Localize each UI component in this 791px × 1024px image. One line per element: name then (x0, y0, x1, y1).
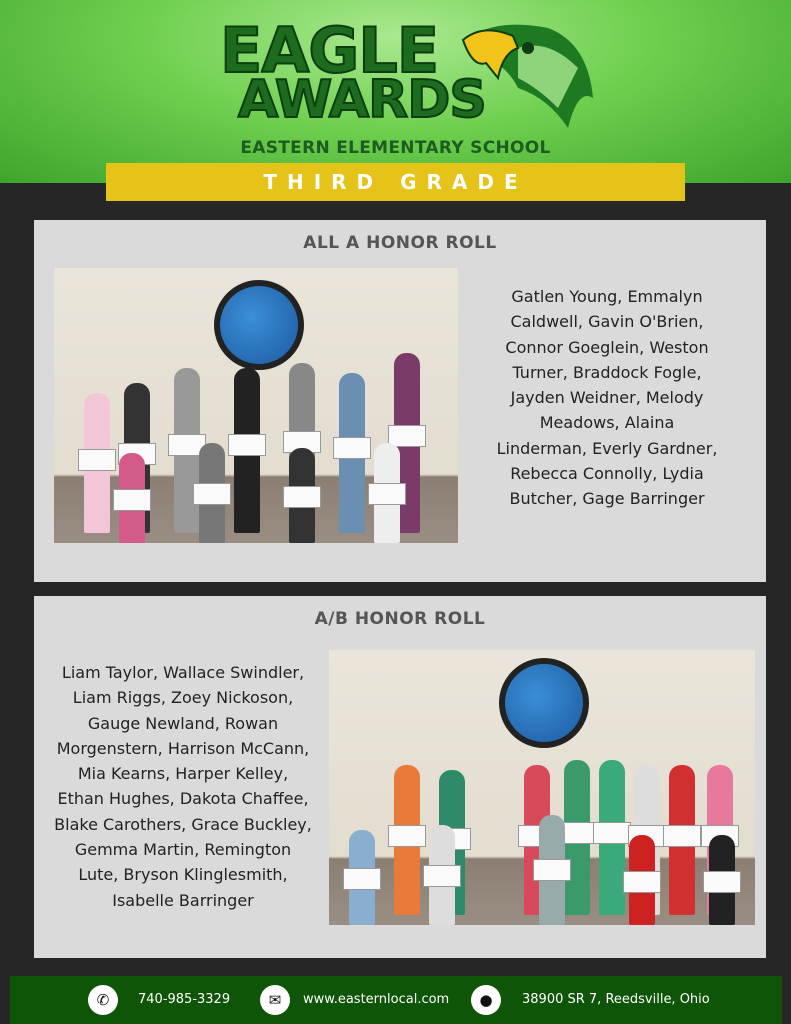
eagle-awards-logo (220, 14, 600, 139)
phone-number: 740-985-3329 (138, 992, 231, 1007)
section-title: ALL A HONOR ROLL (303, 233, 497, 253)
location-pin-icon: ● (471, 985, 501, 1015)
honor-roll-names: Liam Taylor, Wallace Swindler, Liam Riggs, Zoey Nickoson, Gauge Newland, Rowan Morgenstern, Harrison McCann, Mia Kearns, Harper Kelley, Ethan Hughes, Dakota Chaffee, Blake Carothers, Grace Buckley, Gemma Martin, Remington Lute, Bryson Klinglesmith, Isabelle Barringer (54, 663, 312, 910)
logo-line-2: AWARDS (238, 70, 486, 130)
all-a-group-photo (54, 268, 458, 543)
phone-icon: ✆ (88, 985, 118, 1015)
ab-honor-roll-section (34, 596, 766, 958)
website-link[interactable]: www.easternlocal.com (303, 992, 450, 1007)
eagle-head-icon (458, 18, 598, 138)
section-title: A/B HONOR ROLL (314, 609, 486, 629)
contact-footer (10, 976, 782, 1024)
header-banner (0, 0, 791, 183)
grade-banner: THIRD GRADE (106, 163, 685, 201)
all-a-honor-roll-section (34, 220, 766, 582)
address: 38900 SR 7, Reedsville, Ohio (522, 992, 710, 1007)
school-name: EASTERN ELEMENTARY SCHOOL (240, 138, 551, 158)
email-icon: ✉ (260, 985, 290, 1015)
honor-roll-names: Gatlen Young, Emmalyn Caldwell, Gavin O'Brien, Connor Goeglein, Weston Turner, Braddock Fogle, Jayden Weidner, Melody Meadows, Alaina Linderman, Everly Gardner, Rebecca Connolly, Lydia Butcher, Gage Barringer (496, 287, 718, 509)
logo-line-1: EAGLE (220, 14, 439, 87)
ab-group-photo (329, 650, 755, 925)
